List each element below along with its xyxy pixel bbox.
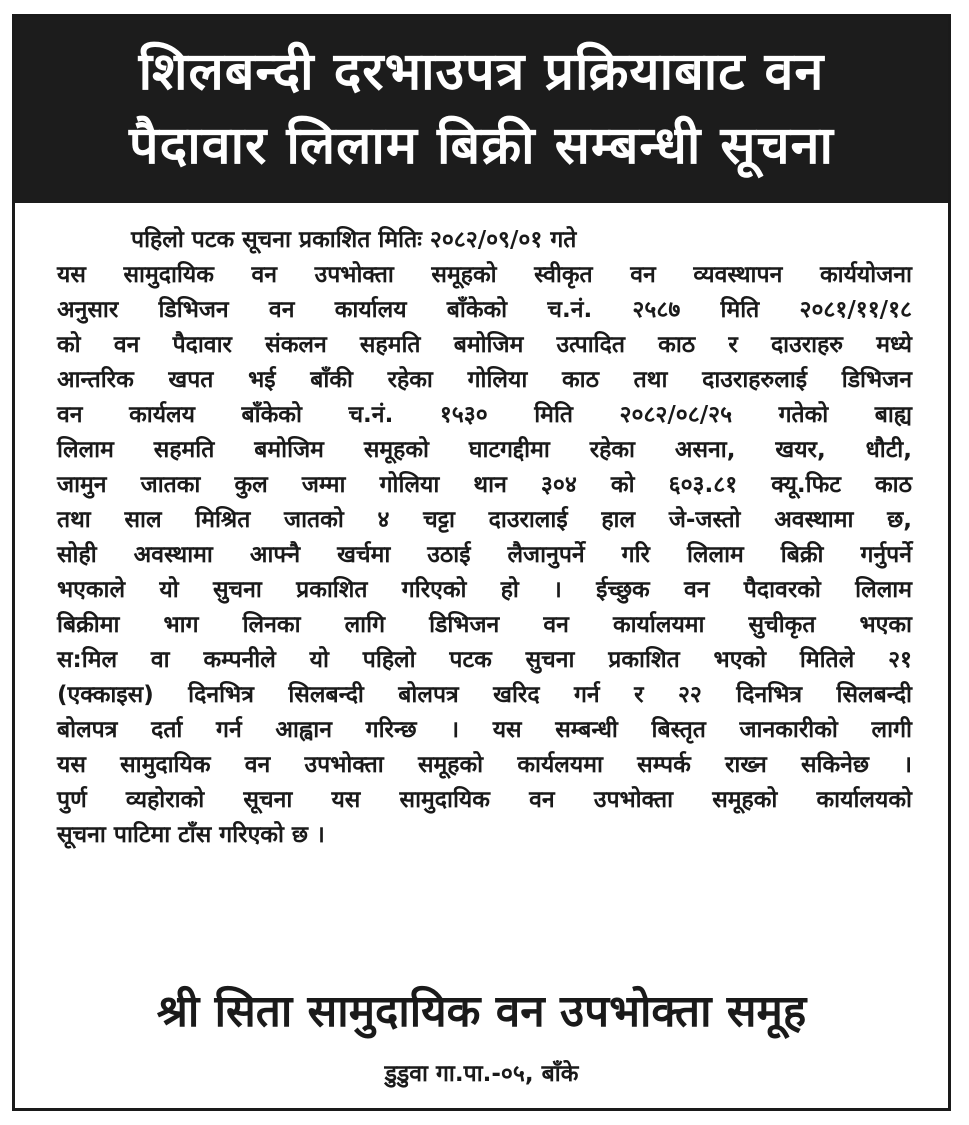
publish-date-line: पहिलो पटक सूचना प्रकाशित मितिः २०८२/०९/०१ गते — [131, 227, 577, 253]
body-line: लिलाम सहमति बमोजिम समूहको घाटगद्दीमा रहेका असना, खयर, धौटी, — [57, 437, 912, 463]
closing-line: सूचना पाटिमा टाँस गरिएको छ । — [57, 822, 325, 848]
title-line-2: पैदावार लिलाम बिक्री सम्बन्धी सूचना — [129, 116, 834, 176]
notice-frame — [12, 14, 951, 1111]
body-line: तथा साल मिश्रित जातको ४ चट्टा दाउरालाई हाल जे-जस्तो अवस्थामा छ, — [57, 507, 912, 533]
body-line: अनुसार डिभिजन वन कार्यालय बाँकेको च.नं. २५८७ मिति २०८१/११/१८ — [57, 297, 912, 323]
body-line: पुर्ण व्यहोराको सूचना यस सामुदायिक वन उपभोक्ता समूहको कार्यालयको — [57, 787, 912, 813]
body-line: आन्तरिक खपत भई बाँकी रहेका गोलिया काठ तथा दाउराहरुलाई डिभिजन — [57, 367, 912, 393]
body-line: भएकाले यो सुचना प्रकाशित गरिएको हो । ईच्छुक वन पैदावरको लिलाम — [57, 577, 912, 603]
body-line: बोलपत्र दर्ता गर्न आह्वान गरिन्छ । यस सम्बन्धी बिस्तृत जानकारीको लागी — [57, 717, 912, 743]
title-line-1: शिलबन्दी दरभाउपत्र प्रक्रियाबाट वन — [138, 42, 825, 102]
organization-name: श्री सिता सामुदायिक वन उपभोक्ता समूह — [156, 986, 807, 1037]
body-line: बिक्रीमा भाग लिनका लागि डिभिजन वन कार्यालयमा सुचीकृत भएका — [57, 612, 912, 638]
body-line: (एक्काइस) दिनभित्र सिलबन्दी बोलपत्र खरिद गर्न र २२ दिनभित्र सिलबन्दी — [57, 682, 912, 708]
body-line: जामुन जातका कुल जम्मा गोलिया थान ३०४ को ६०३.८१ क्यू.फिट काठ — [57, 472, 912, 498]
body-line: को वन पैदावार संकलन सहमति बमोजिम उत्पादित काठ र दाउराहरु मध्ये — [57, 332, 912, 358]
notice-body — [57, 223, 912, 853]
body-line: स:मिल वा कम्पनीले यो पहिलो पटक सुचना प्रकाशित भएको मितिले २१ — [57, 647, 912, 673]
body-line: यस सामुदायिक वन उपभोक्ता समूहको स्वीकृत वन व्यवस्थापन कार्ययोजना — [57, 262, 912, 288]
organization-address: डुडुवा गा.पा.-०५, बाँके — [384, 1061, 579, 1087]
notice-header — [15, 17, 948, 203]
body-line: सोही अवस्थामा आफ्नै खर्चमा उठाई लैजानुपर्ने गरि लिलाम बिक्री गर्नुपर्ने — [57, 542, 912, 568]
body-line: यस सामुदायिक वन उपभोक्ता समूहको कार्यलयमा सम्पर्क राख्न सकिनेछ । — [57, 752, 912, 778]
body-line: वन कार्यलय बाँकेको च.नं. १५३० मिति २०८२/०८/२५ गतेको बाह्य — [57, 402, 912, 428]
